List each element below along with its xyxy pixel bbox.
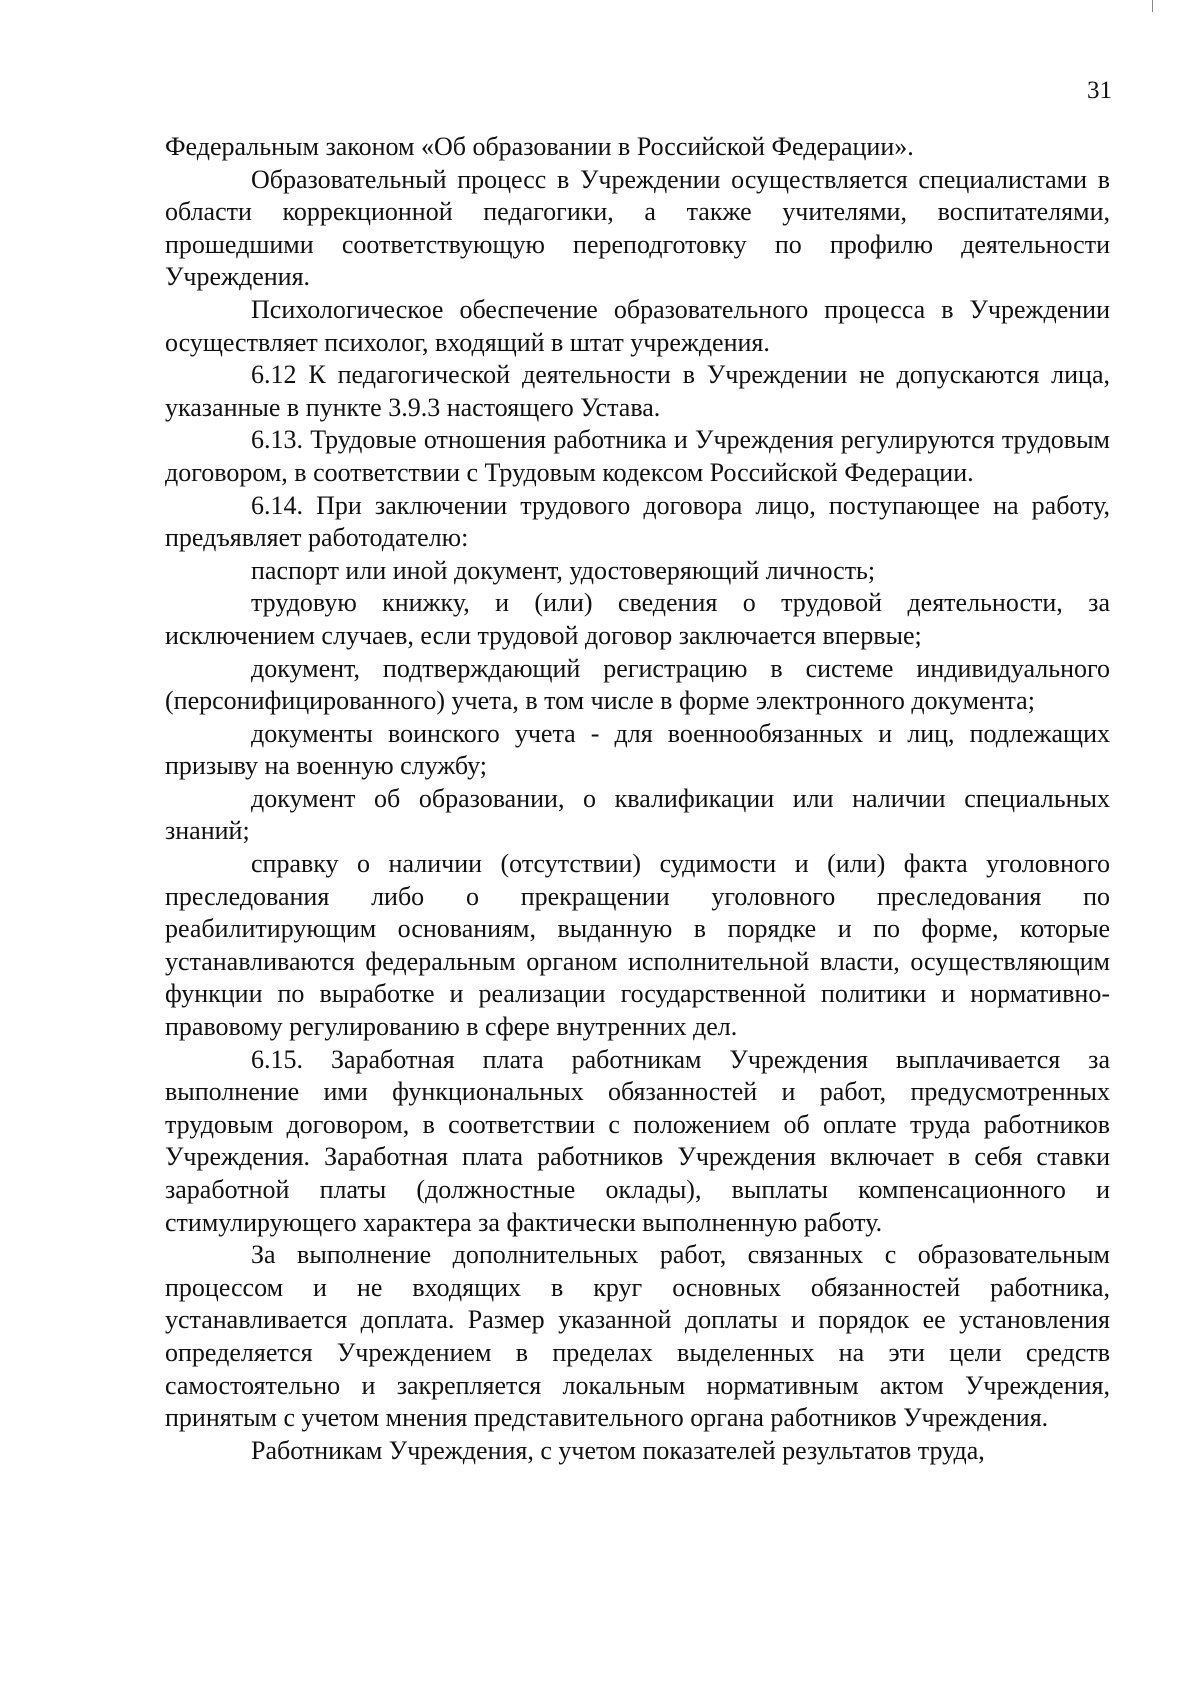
page-number: 31 bbox=[1087, 77, 1112, 104]
paragraph-additional-pay: За выполнение дополнительных работ, связанных с образовательным процессом и не входящих в круг основных обязанностей работника, устанавливается доплата. Размер указанной доплаты и порядок ее установления определяется Учреждением в пределах выделенных на эти цели средств самостоятельно и закрепляется локальным нормативным актом Учреждения, принятым с учетом мнения представительного органа работников Учреждения. bbox=[165, 1240, 1110, 1433]
paragraph-incentive-payments: Работникам Учреждения, с учетом показателей результатов труда, bbox=[251, 1435, 985, 1465]
list-item-registration-document: документ, подтверждающий регистрацию в системе индивидуального (персонифицированного) учета, в том числе в форме электронного документа; bbox=[165, 653, 1110, 716]
list-item-education-document: документ об образовании, о квалификации или наличии специальных знаний; bbox=[165, 783, 1110, 846]
list-item-military-documents: документы воинского учета - для военнообязанных и лиц, подлежащих призыву на военную службу; bbox=[165, 718, 1110, 781]
document-body bbox=[165, 131, 1110, 1467]
paragraph-6-13: 6.13. Трудовые отношения работника и Учреждения регулируются трудовым договором, в соответствии с Трудовым кодексом Российской Федерации. bbox=[165, 425, 1110, 487]
paragraph-educational-process: Образовательный процесс в Учреждении осуществляется специалистами в области коррекционной педагогики, а также учителями, воспитателями, прошедшими соответствующую переподготовку по профилю деятельности Учреждения. bbox=[165, 164, 1110, 292]
list-item-passport: паспорт или иной документ, удостоверяющий личность; bbox=[251, 555, 876, 585]
list-item-criminal-record-certificate: справку о наличии (отсутствии) судимости и (или) факта уголовного преследования либо о прекращении уголовного преследования по реабилитирующим основаниям, выданную в порядке и по форме, которые устанавливаются федеральным органом исполнительной власти, осуществляющим функции по выработке и реализации государственной политики и нормативно-правовому регулированию в сфере внутренних дел. bbox=[165, 849, 1110, 1042]
scan-edge-mark bbox=[1152, 0, 1153, 12]
paragraph-6-12: 6.12 К педагогической деятельности в Учреждении не допускаются лица, указанные в пункте 3.9.3 настоящего Устава. bbox=[165, 360, 1110, 422]
list-item-work-book: трудовую книжку, и (или) сведения о трудовой деятельности, за исключением случаев, если трудовой договор заключается впервые; bbox=[165, 588, 1110, 650]
paragraph-continuation: Федеральным законом «Об образовании в Российской Федерации». bbox=[165, 132, 914, 161]
paragraph-6-15: 6.15. Заработная плата работникам Учреждения выплачивается за выполнение ими функциональных обязанностей и работ, предусмотренных трудовым договором, в соответствии с положением об оплате труда работников Учреждения. Заработная плата работников Учреждения включает в себя ставки заработной платы (должностные оклады), выплаты компенсационного и стимулирующего характера за фактически выполненную работу. bbox=[165, 1044, 1110, 1237]
paragraph-psychological-support: Психологическое обеспечение образовательного процесса в Учреждении осуществляет психолог, входящий в штат учреждения. bbox=[165, 294, 1110, 357]
paragraph-6-14: 6.14. При заключении трудового договора лицо, поступающее на работу, предъявляет работодателю: bbox=[165, 490, 1110, 553]
